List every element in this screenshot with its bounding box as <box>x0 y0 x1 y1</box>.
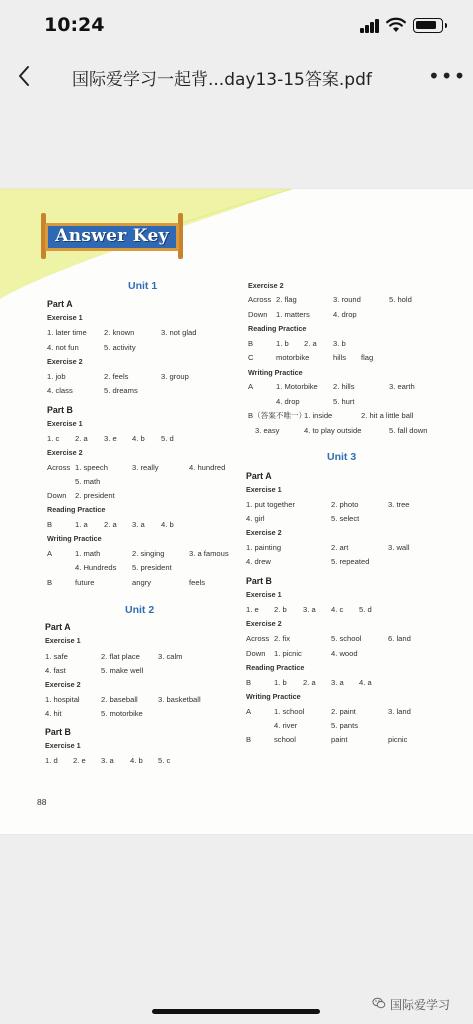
answer-item: 3. b <box>333 339 346 348</box>
pdf-page <box>0 189 473 834</box>
exercise-heading: Exercise 1 <box>47 419 83 428</box>
exercise-heading: Exercise 2 <box>246 619 282 628</box>
answer-item: 1. b <box>274 678 287 687</box>
answer-item: 5. fall down <box>389 426 428 435</box>
answer-item: 1. picnic <box>274 649 302 658</box>
exercise-heading: Exercise 1 <box>246 485 282 494</box>
battery-icon <box>413 18 443 33</box>
unit-title: Unit 3 <box>327 451 357 463</box>
document-title: 国际爱学习一起背...day13-15答案.pdf <box>72 70 372 90</box>
answer-item: 4. class <box>47 386 73 395</box>
chevron-left-icon[interactable] <box>10 62 40 90</box>
answer-item: 2. flat place <box>101 652 140 661</box>
answer-item: 1. a <box>75 520 88 529</box>
answer-item: 2. flag <box>276 295 297 304</box>
answer-item: 3. wall <box>388 543 410 552</box>
answer-item: 2. known <box>104 328 135 337</box>
writing-heading: Writing Practice <box>246 692 301 701</box>
answer-item: 5. d <box>359 605 372 614</box>
exercise-heading: Exercise 1 <box>45 741 81 750</box>
answer-item: 3. a <box>331 678 344 687</box>
answer-item: 5. activity <box>104 343 136 352</box>
answer-item: 3. earth <box>389 382 415 391</box>
part-heading: Part A <box>47 299 73 309</box>
answer-item: paint <box>331 735 348 744</box>
status-time: 10:24 <box>44 14 105 36</box>
answer-item: 3. easy <box>255 426 280 435</box>
exercise-heading: Exercise 2 <box>248 281 284 290</box>
answer-item: 1. Motorbike <box>276 382 318 391</box>
answer-item: B <box>47 520 53 529</box>
answer-item: 1. e <box>246 605 259 614</box>
answer-key-banner <box>39 213 185 259</box>
answer-item: 3. land <box>388 707 411 716</box>
answer-item: feels <box>189 578 206 587</box>
answer-item: 3. group <box>161 372 189 381</box>
answer-item: 5. school <box>331 634 362 643</box>
answer-item: 3. really <box>132 463 159 472</box>
writing-heading: Writing Practice <box>248 368 303 377</box>
answer-item: 4. hundred <box>189 463 226 472</box>
answer-item: 5. c <box>158 756 171 765</box>
exercise-heading: Exercise 1 <box>45 636 81 645</box>
answer-item: Down <box>246 649 266 658</box>
answer-item: picnic <box>388 735 408 744</box>
answer-item: 4. b <box>130 756 143 765</box>
answer-item: 5. repeated <box>331 557 370 566</box>
watermark-text: 国际爱学习 <box>390 998 451 1012</box>
wechat-icon <box>372 996 386 1010</box>
answer-item: 4. fast <box>45 666 66 675</box>
answer-item: C <box>248 353 254 362</box>
answer-item: 3. a <box>303 605 316 614</box>
answer-item: A <box>246 707 252 716</box>
answer-item: future <box>75 578 95 587</box>
exercise-heading: Exercise 2 <box>45 680 81 689</box>
answer-item: 2. hills <box>333 382 355 391</box>
banner-title: Answer Key <box>55 226 169 246</box>
writing-heading: Writing Practice <box>47 534 102 543</box>
answer-item: 1. job <box>47 372 66 381</box>
answer-item: 3. a <box>101 756 114 765</box>
answer-item: 4. b <box>161 520 174 529</box>
part-heading: Part B <box>45 727 71 737</box>
answer-item: 2. b <box>274 605 287 614</box>
unit-title: Unit 2 <box>125 604 155 616</box>
answer-item: 4. hit <box>45 709 62 718</box>
answer-item: 1. later time <box>47 328 87 337</box>
answer-item: 2. a <box>104 520 117 529</box>
answer-item: Across <box>47 463 71 472</box>
answer-item: 2. photo <box>331 500 359 509</box>
reading-heading: Reading Practice <box>246 663 305 672</box>
answer-item: 2. a <box>75 434 88 443</box>
page-number: 88 <box>37 797 47 807</box>
answer-item: A <box>248 382 254 391</box>
answer-item: 5. hold <box>389 295 412 304</box>
answer-item: 2. fix <box>274 634 291 643</box>
answer-item: 1. matters <box>276 310 310 319</box>
answer-item: 1. speech <box>75 463 108 472</box>
answer-item: 2. a <box>303 678 316 687</box>
answer-item: school <box>274 735 296 744</box>
answer-item: 2. baseball <box>101 695 138 704</box>
exercise-heading: Exercise 2 <box>47 448 83 457</box>
reading-heading: Reading Practice <box>47 505 106 514</box>
answer-item: 4. wood <box>331 649 358 658</box>
answer-item: hills <box>333 353 347 362</box>
signal-icon <box>360 19 380 33</box>
answer-item: 1. put together <box>246 500 295 509</box>
answer-item: 3. a <box>132 520 145 529</box>
part-heading: Part A <box>45 622 71 632</box>
exercise-heading: Exercise 2 <box>246 528 282 537</box>
answer-item: Down <box>47 491 67 500</box>
answer-item: 5. select <box>331 514 360 523</box>
answer-item: 3. a famous <box>189 549 229 558</box>
answer-item: 6. land <box>388 634 411 643</box>
reading-heading: Reading Practice <box>248 324 307 333</box>
answer-item: 1. hospital <box>45 695 80 704</box>
home-indicator[interactable] <box>152 1009 320 1014</box>
answer-item: 1. c <box>47 434 60 443</box>
answer-item: 3. not glad <box>161 328 197 337</box>
answer-item: 4. river <box>274 721 298 730</box>
wifi-icon <box>386 17 406 33</box>
answer-item: Across <box>246 634 270 643</box>
answer-item: 4. c <box>331 605 344 614</box>
answer-item: 2. singing <box>132 549 165 558</box>
answer-item: 2. art <box>331 543 349 552</box>
answer-item: 2. paint <box>331 707 356 716</box>
answer-item: Down <box>248 310 268 319</box>
answer-item: flag <box>361 353 374 362</box>
answer-item: B <box>246 735 252 744</box>
answer-item: 4. to play outside <box>304 426 362 435</box>
answer-item: 1. safe <box>45 652 68 661</box>
answer-item: 5. dreams <box>104 386 138 395</box>
answer-item: 4. not fun <box>47 343 79 352</box>
exercise-heading: Exercise 2 <box>47 357 83 366</box>
answer-item: 4. Hundreds <box>75 563 117 572</box>
watermark <box>372 995 472 1015</box>
answer-item: 1. painting <box>246 543 282 552</box>
answer-item: B <box>47 578 53 587</box>
answer-item: 5. hurt <box>333 397 355 406</box>
answer-item: Across <box>248 295 272 304</box>
answer-item: 3. round <box>333 295 361 304</box>
answer-item: 1. d <box>45 756 58 765</box>
answer-item: 4. girl <box>246 514 265 523</box>
answer-item: 4. a <box>359 678 372 687</box>
more-options-button[interactable]: ••• <box>428 64 467 88</box>
answer-item: 2. feels <box>104 372 129 381</box>
part-heading: Part A <box>246 471 272 481</box>
answer-item: 3. calm <box>158 652 183 661</box>
answer-item: 5. pants <box>331 721 359 730</box>
answer-item: 1. math <box>75 549 101 558</box>
answer-item: 1. inside <box>304 411 333 420</box>
answer-item: 2. e <box>73 756 86 765</box>
answer-item: 2. a <box>304 339 317 348</box>
answer-item: 2. president <box>75 491 115 500</box>
answer-item: 4. drew <box>246 557 271 566</box>
answer-item: 1. b <box>276 339 289 348</box>
answer-item: 3. e <box>104 434 117 443</box>
answer-item: 4. b <box>132 434 145 443</box>
answer-item: 1. school <box>274 707 305 716</box>
answer-item: 4. drop <box>333 310 357 319</box>
part-heading: Part B <box>47 405 73 415</box>
answer-item: motorbike <box>276 353 310 362</box>
exercise-heading: Exercise 1 <box>246 590 282 599</box>
part-heading: Part B <box>246 576 272 586</box>
answer-item: 3. basketball <box>158 695 201 704</box>
answer-item: B（答案不唯一） <box>248 411 307 420</box>
answer-item: 5. president <box>132 563 172 572</box>
answer-item: 4. drop <box>276 397 300 406</box>
answer-item: 3. tree <box>388 500 410 509</box>
answer-item: B <box>246 678 252 687</box>
answer-item: 5. make well <box>101 666 144 675</box>
answer-item: 5. motorbike <box>101 709 143 718</box>
answer-item: 2. hit a little ball <box>361 411 414 420</box>
status-bar <box>0 0 473 50</box>
answer-item: 5. d <box>161 434 174 443</box>
exercise-heading: Exercise 1 <box>47 313 83 322</box>
answer-item: B <box>248 339 254 348</box>
answer-item: angry <box>132 578 151 587</box>
nav-bar <box>0 50 473 102</box>
unit-title: Unit 1 <box>128 280 158 292</box>
answer-item: 5. math <box>75 477 101 486</box>
answer-item: A <box>47 549 53 558</box>
